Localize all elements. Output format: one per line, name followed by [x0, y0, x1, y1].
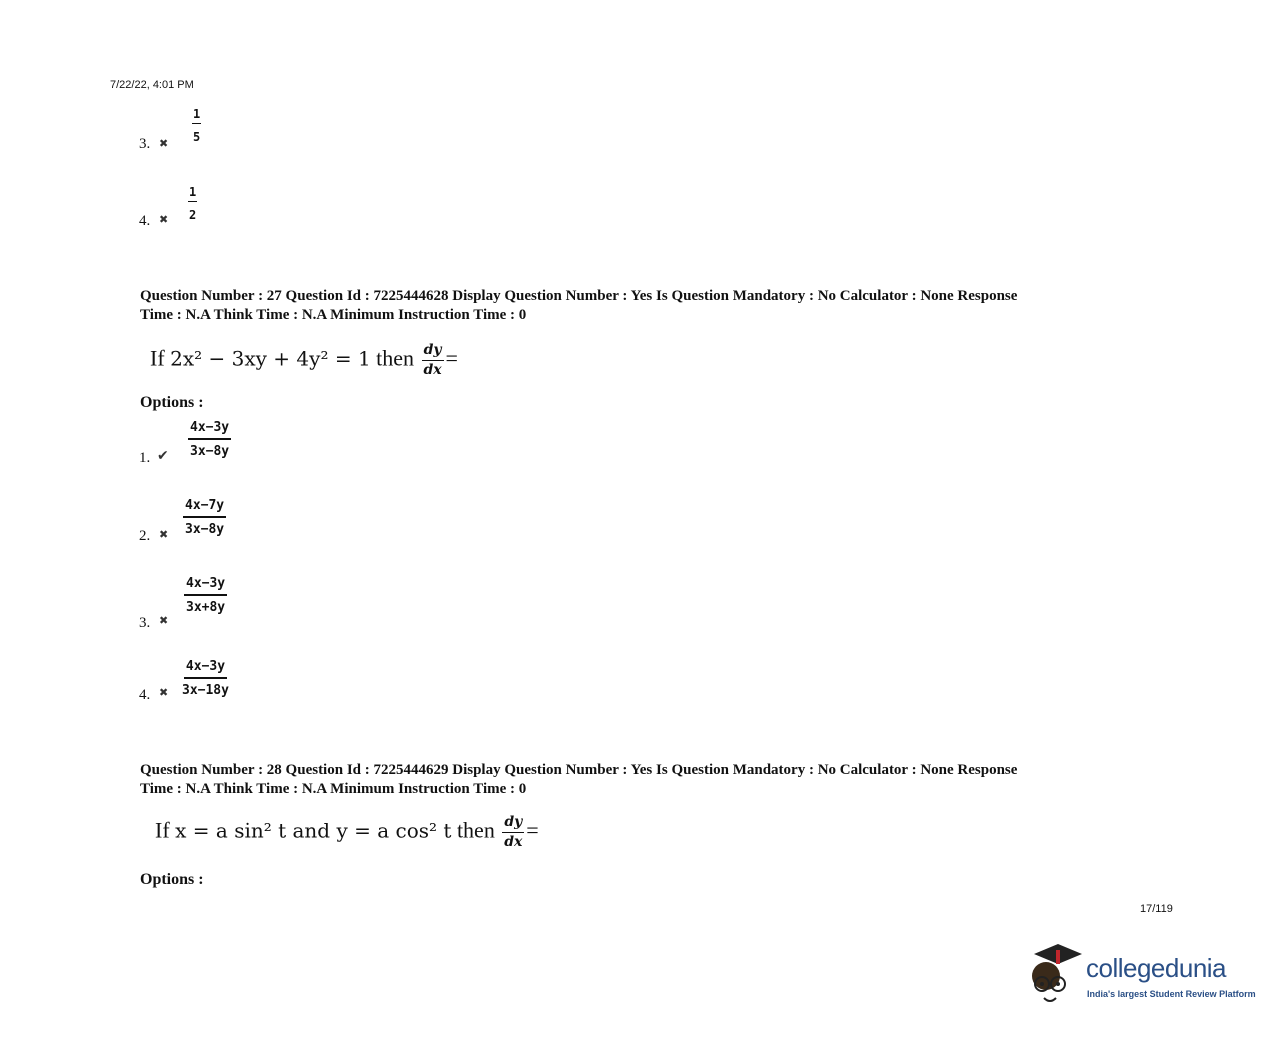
question-27-meta	[140, 287, 1170, 325]
question-prefix: If	[150, 345, 165, 371]
fraction-numerator: 1	[192, 107, 201, 124]
question-meta-line1: Question Number : 27 Question Id : 7225444628 Display Question Number : Yes Is Question Mandatory : No Calculator : None Response	[140, 288, 1018, 304]
question-28-meta	[140, 761, 1170, 799]
fraction-denominator: 5	[193, 130, 201, 144]
question-equals: =	[445, 345, 458, 371]
option-3-number: 3.	[139, 615, 151, 631]
derivative-numerator: dy	[502, 815, 524, 833]
cross-icon: ✖	[159, 137, 169, 150]
fraction-numerator: 4x−3y	[184, 577, 227, 596]
collegedunia-brand-name: collegedunia	[1086, 953, 1227, 983]
question-then: then	[456, 817, 495, 843]
prev-option-3-number: 3.	[139, 136, 151, 152]
prev-option-4-number: 4.	[139, 213, 151, 229]
derivative-fraction	[422, 343, 444, 378]
fraction-denominator: 3x+8y	[186, 600, 226, 615]
collegedunia-mascot-icon	[1024, 940, 1086, 1006]
option-1-fraction	[188, 421, 231, 459]
fraction-numerator: 4x−3y	[184, 660, 227, 679]
option-1-number: 1.	[139, 450, 151, 466]
derivative-fraction	[502, 815, 524, 850]
derivative-denominator: dx	[423, 362, 442, 378]
page-number: 17/119	[1140, 903, 1173, 915]
option-2-number: 2.	[139, 528, 151, 544]
derivative-denominator: dx	[504, 834, 523, 850]
option-4-number: 4.	[139, 687, 151, 703]
question-prefix: If	[155, 817, 170, 843]
option-2-fraction	[183, 499, 226, 537]
prev-option-4-fraction	[188, 185, 197, 222]
fraction-numerator: 1	[188, 185, 197, 202]
cross-icon: ✖	[159, 213, 169, 226]
question-equation: x = a sin² t and y = a cos² t	[175, 818, 452, 843]
derivative-numerator: dy	[422, 343, 444, 361]
fraction-numerator: 4x−3y	[188, 421, 231, 440]
fraction-numerator: 4x−7y	[183, 499, 226, 518]
question-27-text	[150, 343, 458, 378]
prev-option-3-fraction	[192, 107, 201, 144]
fraction-denominator: 3x−18y	[182, 683, 229, 698]
check-icon: ✔	[157, 448, 169, 464]
fraction-denominator: 3x−8y	[185, 522, 225, 537]
option-3-fraction	[184, 577, 227, 615]
question-28-text	[155, 815, 539, 850]
options-label: Options :	[140, 394, 204, 411]
options-label: Options :	[140, 871, 204, 888]
option-4-fraction	[182, 660, 229, 698]
question-meta-line2: Time : N.A Think Time : N.A Minimum Instruction Time : 0	[140, 307, 527, 323]
cross-icon: ✖	[159, 686, 169, 699]
print-timestamp: 7/22/22, 4:01 PM	[110, 79, 194, 91]
question-meta-line1: Question Number : 28 Question Id : 7225444629 Display Question Number : Yes Is Question Mandatory : No Calculator : None Response	[140, 762, 1018, 778]
collegedunia-tagline: India's largest Student Review Platform	[1087, 989, 1256, 999]
question-equation: 2x² − 3xy + 4y² = 1	[170, 346, 371, 371]
fraction-denominator: 2	[189, 208, 197, 222]
cross-icon: ✖	[159, 528, 169, 541]
question-meta-line2: Time : N.A Think Time : N.A Minimum Instruction Time : 0	[140, 781, 527, 797]
fraction-denominator: 3x−8y	[190, 444, 230, 459]
cross-icon: ✖	[159, 614, 169, 627]
question-equals: =	[526, 817, 539, 843]
question-then: then	[376, 345, 415, 371]
